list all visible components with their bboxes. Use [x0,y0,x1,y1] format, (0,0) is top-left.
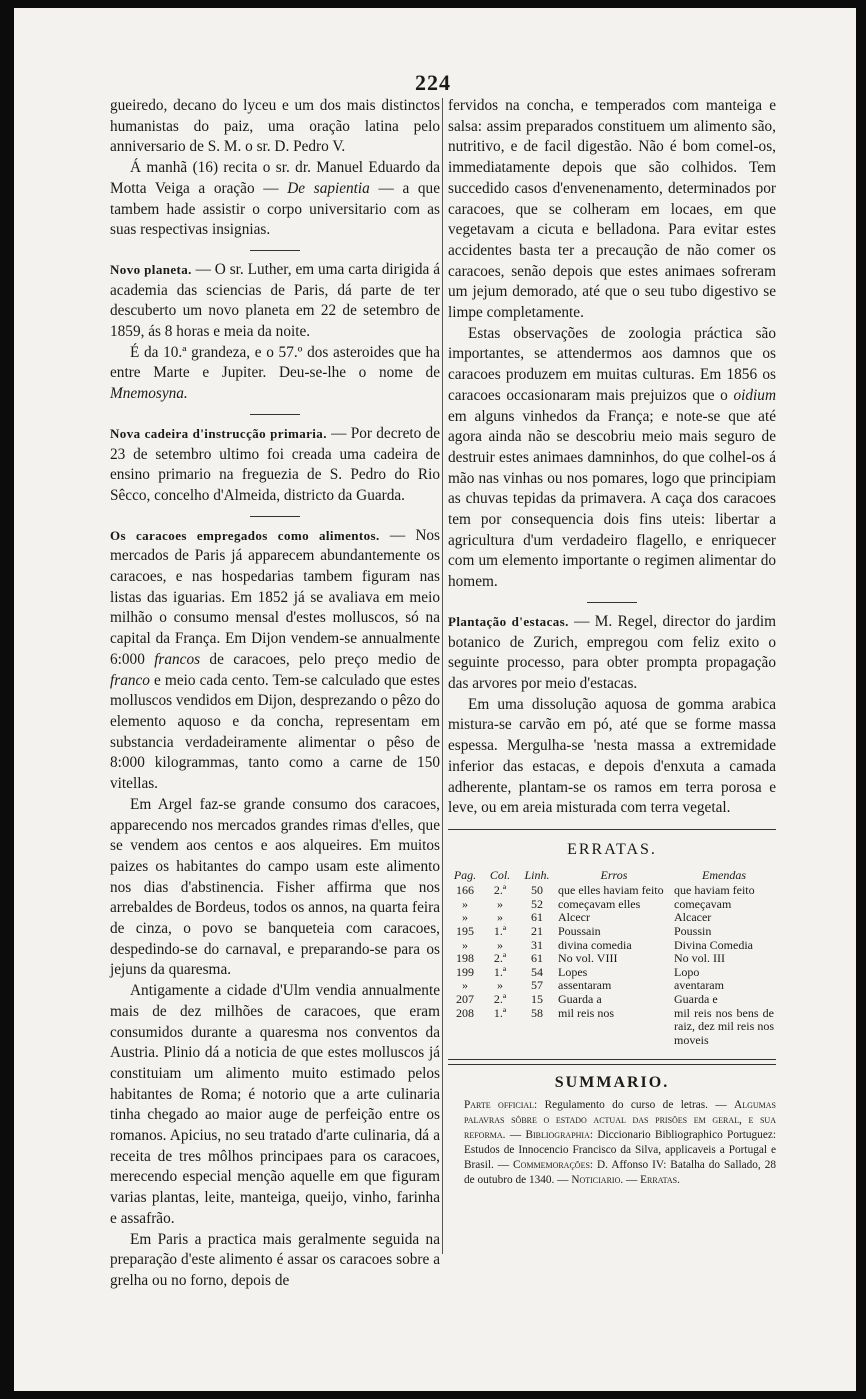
article-nova-cadeira: Nova cadeira d'instrucção primaria. — Por decreto de 23 de setembro ultimo foi creada uma cadeira de ensino primario na freguezia de S. Pedro do Rio Sêcco, concelho d'Almeida, districto da Guarda. [110,424,440,504]
paragraph: É da 10.ª grandeza, e o 57.º dos asteroides que ha entre Marte e Jupiter. Deu-se-lhe o nome de Mnemosyna. [110,343,440,403]
errata-header: Linh. [524,867,550,882]
paragraph: fervidos na concha, e temperados com manteiga e salsa: assim preparados constituem um alimento são, nutritivo, e de facil digestão. Não é bom comel-os, immediatamente depois que são colhidos. Tem succedido casos d'envenenamento, determinados por caracoes, que se colheram em locaes, em que vegetavam a cicuta e belladona. Para evitar estes accidentes basta ter a precaução de não comer os caracoes, senão depois que estes animaes sofreram um jejum demorado, até que o seu tubo digestivo se limpe completamente. [448,97,776,322]
scan-border-top [0,0,866,8]
right-column [448,96,776,1188]
divider [448,829,776,830]
paragraph: gueiredo, decano do lyceu e um dos mais distinctos humanistas do paiz, uma oração latina pelo anniversario de S. M. o sr. D. Pedro V. [110,97,440,156]
scan-border-bottom [0,1391,866,1399]
left-column [110,96,440,1292]
divider [448,1059,776,1065]
column-divider [442,98,443,1254]
page-number: 224 [415,70,451,95]
paragraph: Em Paris a practica mais geralmente seguida na preparação d'este alimento é assar os caracoes sobre a grelha ou no forno, depois de [110,1230,440,1289]
table-row: » » 57 assentaram aventaram [462,978,724,993]
errata-header: Col. [489,867,511,882]
table-row: 208 1.ª 58 mil reis nos mil reis nos bens de raiz, dez mil reis nos moveis [456,1005,774,1047]
paragraph: Em Argel faz-se grande consumo dos caracoes, apparecendo nos mercados grandes rimas d'elles, que se vendem aos centos e aos alqueires. Em muitos paizes os habitantes do campo usam este alimento nos dias d'abstinencia. Fisher affirma que nos arrebaldes de Bordeus, todos os annos, na quarta feira de cinza, o povo se banqueteia com caracoes, despedindo-se do carnaval, e preparando-se para os jejuns da quaresma. [110,795,440,979]
scan-border-left [0,0,14,1399]
paragraph: Antigamente a cidade d'Ulm vendia annualmente mais de dez milhões de caracoes, que eram consumidos durante a quaresma nos conventos da Austria. Plinio dá a noticia de que estes molluscos já constituiam um alimento muito estimado pelos habitantes de Roma; é notorio que a arte culinaria tinha chegado ao maior auge de perfeição entre os romanos. Apicius, no seu tratado d'arte culinaria, dá a receita de tres môlhos principaes para os caracoes, merecendo especial menção aquelle em que figuram varias plantas, leite, manteiga, queijo, vinho, farinha e assafrão. [110,982,440,1227]
table-row: » » 61 Alcecr Alcacer [462,910,712,925]
table-row: 198 2.ª 61 No vol. VIII No vol. III [456,951,725,966]
table-row: » » 31 divina comedia Divina Comedia [462,937,753,952]
table-row: 195 1.ª 21 Poussain Poussin [456,923,712,938]
table-row: 199 1.ª 54 Lopes Lopo [456,964,700,979]
divider [587,602,637,603]
divider [250,414,300,415]
errata-header-row [448,869,776,885]
paragraph: Estas observações de zoologia práctica são importantes, se attendermos aos damnos que os caracoes produzem em muitas culturas. Em 1856 os caracoes occasionaram mais prejuizos que o oidium em alguns vinhedos da França; e note-se que até agora ainda não se descobriu meio mais seguro de destruir estes animaes damninhos, do que colhel-os á mão nas vinhas ou nos pomares, logo que principiam as chuvas tepidas da primavera. A caça dos caracoes tem por consequencia dois fins uteis: libertar a agricultura d'um verdadeiro flagello, e enriquecer com um elemento importante o regimen alimentar do homem. [448,324,776,591]
errata-header: Pag. [453,867,477,882]
divider [250,516,300,517]
article-novo-planeta: Novo planeta. — O sr. Luther, em uma carta dirigida á academia das sciencias de Paris, dá parte de ter descuberto um novo planeta em 22 de setembro de 1859, ás 8 horas e meia da noite. [110,260,440,341]
article-heading: Nova cadeira d'instrucção primaria. [110,425,327,441]
article-heading: Novo planeta. [110,261,192,277]
scan-border-right [856,0,866,1399]
article-plantacao: Plantação d'estacas. — M. Regel, director do jardim botanico de Zurich, empregou com feliz exito o seguinte processo, para obter prompta propagação das arvores por meio d'estacas. [448,612,776,692]
divider [250,250,300,251]
summary-text: Parte official: Regulamento do curso de letras. — Algumas palavras sôbre o estado actual das prisões em geral, e sua reforma. — Bibliographia: Diccionario Bibliographico Portuguez: Estudos de Innocencio Francisco da Silva, applicaveis a Portugal e Brasil. — Commemorações: D. Affonso IV: Batalha do Sallado, 28 de outubro de 1340. — Noticiario. — Erratas. [464,1099,776,1187]
table-row: » » 52 começavam elles começavam [462,896,732,911]
summary-title: SUMMARIO. [554,1074,670,1092]
article-heading: Os caracoes empregados como alimentos. [110,527,380,543]
errata-header: Emendas [702,867,746,882]
errata-table [448,869,776,1048]
errata-header: Erros [600,867,628,882]
article-heading: Plantação d'estacas. [448,613,569,629]
paragraph: Em uma dissolução aquosa de gomma arabica mistura-se carvão em pó, até que se forme massa espessa. Mergulha-se 'nesta massa a extremidade inferior das estacas, e depois d'enxuta a camada adherente, plantam-se os ramos em terra porosa e leve, ou em areia misturada com terra vegetal. [448,695,776,817]
table-row: 207 2.ª 15 Guarda a Guarda e [456,991,718,1006]
paragraph: Á manhã (16) recita o sr. dr. Manuel Eduardo da Motta Veiga a oração — De sapientia — a que tambem hade assistir o corpo universitario com as suas respectivas insignias. [110,159,440,239]
table-row: 166 2.ª 50 que elles haviam feito que haviam feito [456,883,755,898]
errata-title: ERRATAS. [567,840,657,858]
article-caracoes: Os caracoes empregados como alimentos. — Nos mercados de Paris já apparecem abundantemente os caracoes, e nas hospedarias tambem figuram nas listas das iguarias. Em 1852 já se avaliava em meio milhão o consumo mensal d'estes molluscos, só na capital da França. Em Dijon vendem-se annualmente 6:000 francos de caracoes, pelo preço medio de franco e meio cada cento. Tem-se calculado que estes molluscos vendidos em Dijon, desprezando o pêzo do elemento aquoso e da concha, representam em substancia verdadeiramente alimentar o pêso de 8:000 kilogrammas, tanto como a carne de 150 vitellas. [110,526,440,793]
